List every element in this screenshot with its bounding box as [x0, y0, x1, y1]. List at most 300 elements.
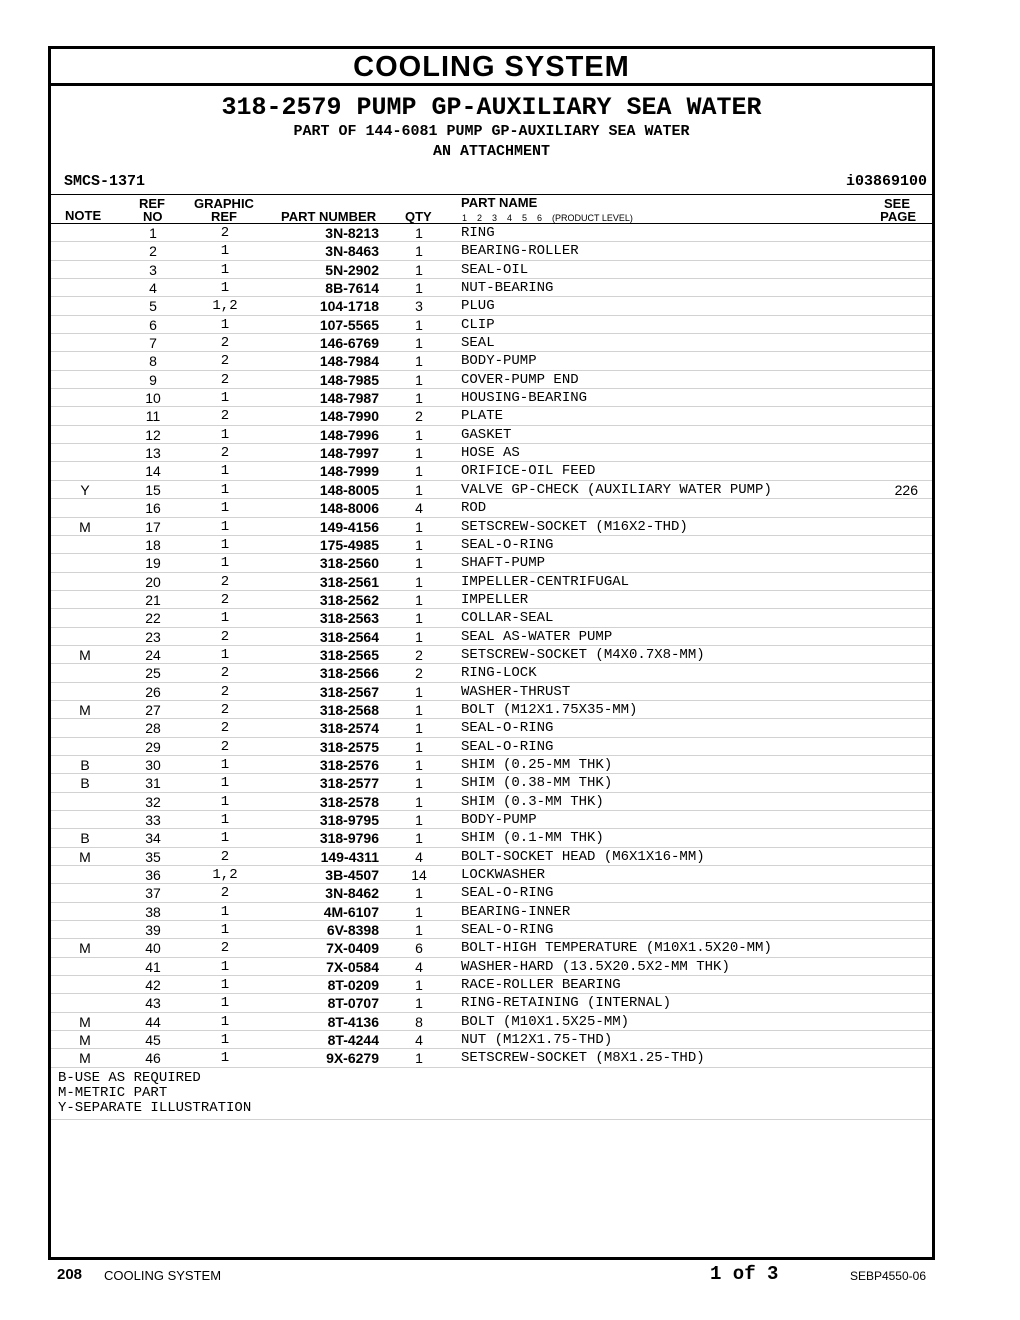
ref-no-cell: 5 — [149, 298, 157, 315]
part-name-cell: SEAL-O-RING — [461, 885, 554, 902]
part-number-cell: 148-7990 — [319, 408, 379, 425]
legend-y: Y-SEPARATE ILLUSTRATION — [58, 1099, 252, 1116]
header-page: PAGE — [880, 209, 916, 224]
graphic-ref-cell: 1 — [220, 646, 230, 663]
graphic-ref-cell: 2 — [220, 940, 230, 957]
qty-cell: 1 — [415, 536, 423, 553]
qty-cell: 1 — [415, 335, 423, 352]
ref-no-cell: 39 — [145, 922, 161, 939]
note-cell: B — [80, 830, 90, 847]
part-number-cell: 318-2575 — [319, 738, 379, 755]
smcs-code: SMCS-1371 — [64, 173, 146, 190]
part-name-cell: SEAL — [461, 335, 495, 352]
part-number-cell: 318-2561 — [319, 573, 379, 590]
graphic-ref-cell: 1 — [220, 793, 230, 810]
graphic-ref-cell: 1 — [220, 1013, 230, 1030]
table-row — [51, 939, 932, 957]
part-number-cell: 8T-4136 — [327, 1013, 379, 1030]
graphic-ref-cell: 1 — [220, 426, 230, 443]
part-name-cell: SEAL-O-RING — [461, 738, 554, 755]
part-number-cell: 148-7997 — [319, 445, 379, 462]
id-row — [51, 168, 932, 194]
ref-no-cell: 34 — [145, 830, 161, 847]
table-row — [51, 664, 932, 682]
ref-no-cell: 25 — [145, 665, 161, 682]
table-row — [51, 426, 932, 444]
ref-no-cell: 41 — [145, 958, 161, 975]
group-title: 318-2579 PUMP GP-AUXILIARY SEA WATER — [221, 93, 762, 122]
table-row — [51, 719, 932, 737]
note-cell: M — [79, 646, 91, 663]
ref-no-cell: 17 — [145, 518, 161, 535]
table-row — [51, 297, 932, 315]
ref-no-cell: 30 — [145, 756, 161, 773]
graphic-ref-cell: 1 — [220, 995, 230, 1012]
graphic-ref-cell: 2 — [220, 683, 230, 700]
part-number-cell: 148-7987 — [319, 390, 379, 407]
ref-no-cell: 8 — [149, 353, 157, 370]
header-qty: QTY — [405, 209, 432, 224]
ref-no-cell: 6 — [149, 316, 157, 333]
note-cell: M — [79, 940, 91, 957]
part-name-cell: BODY-PUMP — [461, 353, 537, 370]
note-cell: B — [80, 775, 90, 792]
page-footer — [0, 1262, 1020, 1292]
graphic-ref-cell: 2 — [220, 335, 230, 352]
header-note: NOTE — [65, 208, 102, 223]
table-row — [51, 1031, 932, 1049]
graphic-ref-cell: 2 — [220, 665, 230, 682]
qty-cell: 1 — [415, 371, 423, 388]
qty-cell: 4 — [415, 848, 423, 865]
note-cell: B — [80, 756, 90, 773]
graphic-ref-cell: 1 — [220, 977, 230, 994]
graphic-ref-cell: 1 — [220, 775, 230, 792]
table-row — [51, 609, 932, 627]
graphic-ref-cell: 1 — [220, 261, 230, 278]
table-row — [51, 518, 932, 536]
footer-doc-id: SEBP4550-06 — [849, 1269, 926, 1283]
part-name-cell: NUT-BEARING — [461, 280, 554, 297]
table-row — [51, 793, 932, 811]
ref-no-cell: 21 — [145, 591, 161, 608]
footer-page-of: 1 of 3 — [710, 1263, 779, 1285]
qty-cell: 1 — [415, 573, 423, 590]
part-name-cell: BOLT-SOCKET HEAD (M6X1X16-MM) — [461, 848, 705, 865]
ref-no-cell: 44 — [145, 1013, 161, 1030]
part-number-cell: 3N-8213 — [325, 225, 379, 241]
table-row — [51, 444, 932, 462]
ref-no-cell: 19 — [145, 555, 161, 572]
ref-no-cell: 3 — [149, 261, 157, 278]
part-name-cell: CLIP — [461, 316, 495, 333]
part-number-cell: 148-7996 — [319, 426, 379, 443]
part-name-cell: PLUG — [461, 298, 495, 315]
part-number-cell: 8T-0209 — [327, 977, 379, 994]
part-name-cell: SEAL-O-RING — [461, 922, 554, 939]
qty-cell: 2 — [415, 408, 423, 425]
graphic-ref-cell: 1 — [220, 1032, 230, 1049]
ref-no-cell: 7 — [149, 335, 157, 352]
part-number-cell: 7X-0584 — [326, 958, 379, 975]
ref-no-cell: 18 — [145, 536, 161, 553]
parts-page-frame — [48, 46, 935, 1260]
graphic-ref-cell: 2 — [220, 885, 230, 902]
ref-no-cell: 31 — [145, 775, 161, 792]
graphic-ref-cell: 1 — [220, 812, 230, 828]
ref-no-cell: 1 — [149, 225, 157, 241]
header-ref: REF — [139, 196, 165, 211]
note-cell: M — [79, 1013, 91, 1030]
qty-cell: 4 — [415, 1032, 423, 1049]
part-name-cell: SEAL-O-RING — [461, 536, 554, 553]
note-cell: M — [79, 518, 91, 535]
part-name-cell: GASKET — [461, 426, 512, 443]
part-name-cell: NUT (M12X1.75-THD) — [461, 1032, 613, 1049]
part-number-cell: 318-2578 — [319, 793, 379, 810]
ref-no-cell: 12 — [145, 426, 161, 443]
part-number-cell: 148-7999 — [319, 463, 379, 480]
table-row — [51, 683, 932, 701]
part-number-cell: 318-2565 — [319, 646, 379, 663]
table-row — [51, 371, 932, 389]
qty-cell: 8 — [415, 1013, 423, 1030]
graphic-ref-cell: 1,2 — [212, 298, 238, 315]
graphic-ref-cell: 1 — [220, 500, 230, 517]
see-page-cell: 226 — [894, 481, 918, 498]
table-row — [51, 573, 932, 591]
part-name-cell: RING-LOCK — [461, 665, 537, 682]
part-number-cell: 318-2563 — [319, 610, 379, 627]
qty-cell: 1 — [415, 720, 423, 737]
part-number-cell: 318-2560 — [319, 555, 379, 572]
graphic-ref-cell: 2 — [220, 445, 230, 462]
header-product-level: 1 2 3 4 5 6 (PRODUCT LEVEL) — [462, 213, 633, 223]
header-part-number: PART NUMBER — [281, 209, 377, 224]
graphic-ref-cell: 1 — [220, 555, 230, 572]
qty-cell: 1 — [415, 225, 423, 241]
part-number-cell: 8T-4244 — [327, 1032, 379, 1049]
graphic-ref-cell: 1 — [220, 518, 230, 535]
qty-cell: 6 — [415, 940, 423, 957]
qty-cell: 1 — [415, 977, 423, 994]
part-name-cell: HOSE AS — [461, 445, 520, 462]
table-row — [51, 866, 932, 884]
qty-cell: 1 — [415, 922, 423, 939]
table-row — [51, 1013, 932, 1031]
graphic-ref-cell: 1 — [220, 536, 230, 553]
part-number-cell: 318-2564 — [319, 628, 379, 645]
header-no: NO — [143, 209, 163, 224]
header-graphic-ref: REF — [211, 209, 237, 224]
ref-no-cell: 2 — [149, 243, 157, 260]
part-number-cell: 318-2566 — [319, 665, 379, 682]
graphic-ref-cell: 1 — [220, 610, 230, 627]
part-name-cell: RING-RETAINING (INTERNAL) — [461, 995, 672, 1012]
table-row — [51, 536, 932, 554]
part-number-cell: 3B-4507 — [325, 867, 379, 884]
footer-page-number: 208 — [57, 1266, 83, 1283]
qty-cell: 1 — [415, 353, 423, 370]
part-name-cell: SHAFT-PUMP — [461, 555, 546, 572]
ref-no-cell: 9 — [149, 371, 157, 388]
ref-no-cell: 20 — [145, 573, 161, 590]
part-number-cell: 149-4311 — [320, 848, 379, 865]
ref-no-cell: 42 — [145, 977, 161, 994]
part-name-cell: SETSCREW-SOCKET (M8X1.25-THD) — [461, 1050, 705, 1067]
table-row — [51, 848, 932, 866]
part-number-cell: 318-9796 — [319, 830, 379, 847]
part-number-cell: 7X-0409 — [326, 940, 379, 957]
graphic-ref-cell: 2 — [220, 225, 230, 241]
table-row — [51, 499, 932, 517]
note-cell: M — [79, 848, 91, 865]
qty-cell: 1 — [415, 555, 423, 572]
graphic-ref-cell: 2 — [220, 738, 230, 755]
part-number-cell: 318-2562 — [319, 591, 379, 608]
qty-cell: 1 — [415, 243, 423, 260]
qty-cell: 1 — [415, 261, 423, 278]
table-row — [51, 921, 932, 939]
qty-cell: 1 — [415, 316, 423, 333]
ref-no-cell: 46 — [145, 1050, 161, 1067]
table-row — [51, 389, 932, 407]
graphic-ref-cell: 2 — [220, 628, 230, 645]
ref-no-cell: 38 — [145, 903, 161, 920]
note-cell: Y — [80, 481, 90, 498]
ref-no-cell: 35 — [145, 848, 161, 865]
part-number-cell: 5N-2902 — [325, 261, 379, 278]
part-name-cell: SHIM (0.3-MM THK) — [461, 793, 604, 810]
graphic-ref-cell: 2 — [220, 573, 230, 590]
part-name-cell: BOLT (M12X1.75X35-MM) — [461, 701, 638, 718]
graphic-ref-cell: 2 — [220, 848, 230, 865]
table-row — [51, 903, 932, 921]
part-name-cell: SHIM (0.1-MM THK) — [461, 830, 604, 847]
qty-cell: 1 — [415, 885, 423, 902]
table-row — [51, 829, 932, 847]
part-number-cell: 149-4156 — [319, 518, 379, 535]
qty-cell: 1 — [415, 812, 423, 828]
part-name-cell: COLLAR-SEAL — [461, 610, 554, 627]
part-name-cell: SHIM (0.38-MM THK) — [461, 775, 613, 792]
ref-no-cell: 4 — [149, 280, 157, 297]
table-row — [51, 646, 932, 664]
section-title: COOLING SYSTEM — [51, 49, 932, 86]
qty-cell: 2 — [415, 646, 423, 663]
part-number-cell: 318-2568 — [319, 701, 379, 718]
header-part-name: PART NAME — [461, 195, 538, 210]
part-number-cell: 4M-6107 — [323, 903, 379, 920]
note-cell: M — [79, 1032, 91, 1049]
table-row — [51, 261, 932, 279]
ref-no-cell: 10 — [145, 390, 161, 407]
part-number-cell: 6V-8398 — [326, 922, 379, 939]
graphic-ref-cell: 1 — [220, 316, 230, 333]
part-name-cell: BOLT (M10X1.5X25-MM) — [461, 1013, 630, 1030]
ref-no-cell: 27 — [145, 701, 161, 718]
part-name-cell: SETSCREW-SOCKET (M4X0.7X8-MM) — [461, 646, 705, 663]
part-name-cell: BEARING-INNER — [461, 903, 571, 920]
ref-no-cell: 24 — [145, 646, 161, 663]
graphic-ref-cell: 1 — [220, 830, 230, 847]
note-cell: M — [79, 701, 91, 718]
qty-cell: 1 — [415, 390, 423, 407]
qty-cell: 1 — [415, 903, 423, 920]
table-row — [51, 279, 932, 297]
part-number-cell: 8T-0707 — [327, 995, 379, 1012]
part-number-cell: 318-9795 — [319, 812, 379, 828]
qty-cell: 1 — [415, 793, 423, 810]
qty-cell: 1 — [415, 701, 423, 718]
qty-cell: 1 — [415, 518, 423, 535]
qty-cell: 1 — [415, 995, 423, 1012]
ref-no-cell: 23 — [145, 628, 161, 645]
qty-cell: 2 — [415, 665, 423, 682]
table-row — [51, 994, 932, 1012]
qty-cell: 3 — [415, 298, 423, 315]
table-row — [51, 316, 932, 334]
table-row — [51, 774, 932, 792]
table-row — [51, 756, 932, 774]
part-name-cell: LOCKWASHER — [461, 867, 546, 884]
part-number-cell: 146-6769 — [319, 335, 379, 352]
part-number-cell: 148-8006 — [319, 500, 379, 517]
graphic-ref-cell: 1 — [220, 280, 230, 297]
graphic-ref-cell: 1 — [220, 463, 230, 480]
part-name-cell: WASHER-THRUST — [461, 683, 571, 700]
part-number-cell: 9X-6279 — [326, 1050, 379, 1067]
qty-cell: 1 — [415, 738, 423, 755]
table-row — [51, 407, 932, 425]
table-row — [51, 958, 932, 976]
part-name-cell: BEARING-ROLLER — [461, 243, 579, 260]
ref-no-cell: 29 — [145, 738, 161, 755]
qty-cell: 14 — [411, 867, 427, 884]
ref-no-cell: 40 — [145, 940, 161, 957]
legend-b: B-USE AS REQUIRED — [58, 1069, 201, 1086]
part-name-cell: HOUSING-BEARING — [461, 390, 588, 407]
table-row — [51, 352, 932, 370]
ref-no-cell: 14 — [145, 463, 161, 480]
qty-cell: 1 — [415, 756, 423, 773]
part-number-cell: 175-4985 — [319, 536, 379, 553]
part-name-cell: WASHER-HARD (13.5X20.5X2-MM THK) — [461, 958, 730, 975]
part-name-cell: SHIM (0.25-MM THK) — [461, 756, 613, 773]
ref-no-cell: 16 — [145, 500, 161, 517]
graphic-ref-cell: 1 — [220, 903, 230, 920]
ref-no-cell: 28 — [145, 720, 161, 737]
part-number-cell: 318-2567 — [319, 683, 379, 700]
graphic-ref-cell: 1 — [220, 481, 230, 498]
header-see: SEE — [883, 196, 910, 211]
part-name-cell: VALVE GP-CHECK (AUXILIARY WATER PUMP) — [461, 481, 772, 498]
part-number-cell: 318-2574 — [319, 720, 379, 737]
graphic-ref-cell: 2 — [220, 353, 230, 370]
table-header — [51, 194, 932, 224]
table-row — [51, 884, 932, 902]
table-row — [51, 481, 932, 499]
table-row — [51, 976, 932, 994]
attachment-line: AN ATTACHMENT — [432, 143, 551, 160]
part-name-cell: BODY-PUMP — [461, 812, 537, 828]
part-number-cell: 318-2576 — [319, 756, 379, 773]
qty-cell: 1 — [415, 463, 423, 480]
part-name-cell: SETSCREW-SOCKET (M16X2-THD) — [461, 518, 688, 535]
qty-cell: 4 — [415, 958, 423, 975]
graphic-ref-cell: 1 — [220, 958, 230, 975]
qty-cell: 1 — [415, 775, 423, 792]
part-name-cell: RACE-ROLLER BEARING — [461, 977, 621, 994]
part-name-cell: ORIFICE-OIL FEED — [461, 463, 596, 480]
ref-no-cell: 13 — [145, 445, 161, 462]
qty-cell: 4 — [415, 500, 423, 517]
part-number-cell: 3N-8462 — [325, 885, 379, 902]
part-number-cell: 107-5565 — [319, 316, 379, 333]
part-number-cell: 148-8005 — [319, 481, 379, 498]
table-row — [51, 591, 932, 609]
qty-cell: 1 — [415, 830, 423, 847]
part-number-cell: 318-2577 — [319, 775, 379, 792]
table-row — [51, 554, 932, 572]
note-cell: M — [79, 1050, 91, 1067]
qty-cell: 1 — [415, 591, 423, 608]
legend-m: M-METRIC PART — [58, 1084, 168, 1101]
ref-no-cell: 37 — [145, 885, 161, 902]
part-number-cell: 148-7985 — [319, 371, 379, 388]
graphic-ref-cell: 2 — [220, 408, 230, 425]
table-row — [51, 811, 932, 829]
part-name-cell: SEAL-O-RING — [461, 720, 554, 737]
table-row — [51, 701, 932, 719]
part-number-cell: 3N-8463 — [325, 243, 379, 260]
table-row — [51, 1049, 932, 1067]
ref-no-cell: 45 — [145, 1032, 161, 1049]
ref-no-cell: 15 — [145, 481, 161, 498]
part-name-cell: COVER-PUMP END — [461, 371, 579, 388]
part-name-cell: IMPELLER — [461, 591, 529, 608]
graphic-ref-cell: 1 — [220, 756, 230, 773]
graphic-ref-cell: 1 — [220, 922, 230, 939]
ref-no-cell: 26 — [145, 683, 161, 700]
illustration-id: i03869100 — [845, 173, 927, 190]
qty-cell: 1 — [415, 445, 423, 462]
table-row — [51, 224, 932, 242]
ref-no-cell: 36 — [145, 867, 161, 884]
graphic-ref-cell: 1 — [220, 243, 230, 260]
table-row — [51, 628, 932, 646]
table-row — [51, 334, 932, 352]
part-name-cell: SEAL AS-WATER PUMP — [461, 628, 613, 645]
part-name-cell: BOLT-HIGH TEMPERATURE (M10X1.5X20-MM) — [461, 940, 772, 957]
qty-cell: 1 — [415, 280, 423, 297]
part-of-line: PART OF 144-6081 PUMP GP-AUXILIARY SEA WATER — [293, 123, 690, 140]
graphic-ref-cell: 2 — [220, 720, 230, 737]
part-number-cell: 148-7984 — [319, 353, 379, 370]
ref-no-cell: 32 — [145, 793, 161, 810]
part-number-cell: 104-1718 — [319, 298, 379, 315]
part-number-cell: 8B-7614 — [325, 280, 379, 297]
graphic-ref-cell: 1,2 — [212, 867, 238, 884]
graphic-ref-cell: 1 — [220, 1050, 230, 1067]
parts-table-body — [51, 224, 932, 1068]
ref-no-cell: 43 — [145, 995, 161, 1012]
header-graphic: GRAPHIC — [194, 196, 254, 211]
ref-no-cell: 33 — [145, 812, 161, 828]
graphic-ref-cell: 2 — [220, 701, 230, 718]
qty-cell: 1 — [415, 1050, 423, 1067]
table-row — [51, 462, 932, 480]
